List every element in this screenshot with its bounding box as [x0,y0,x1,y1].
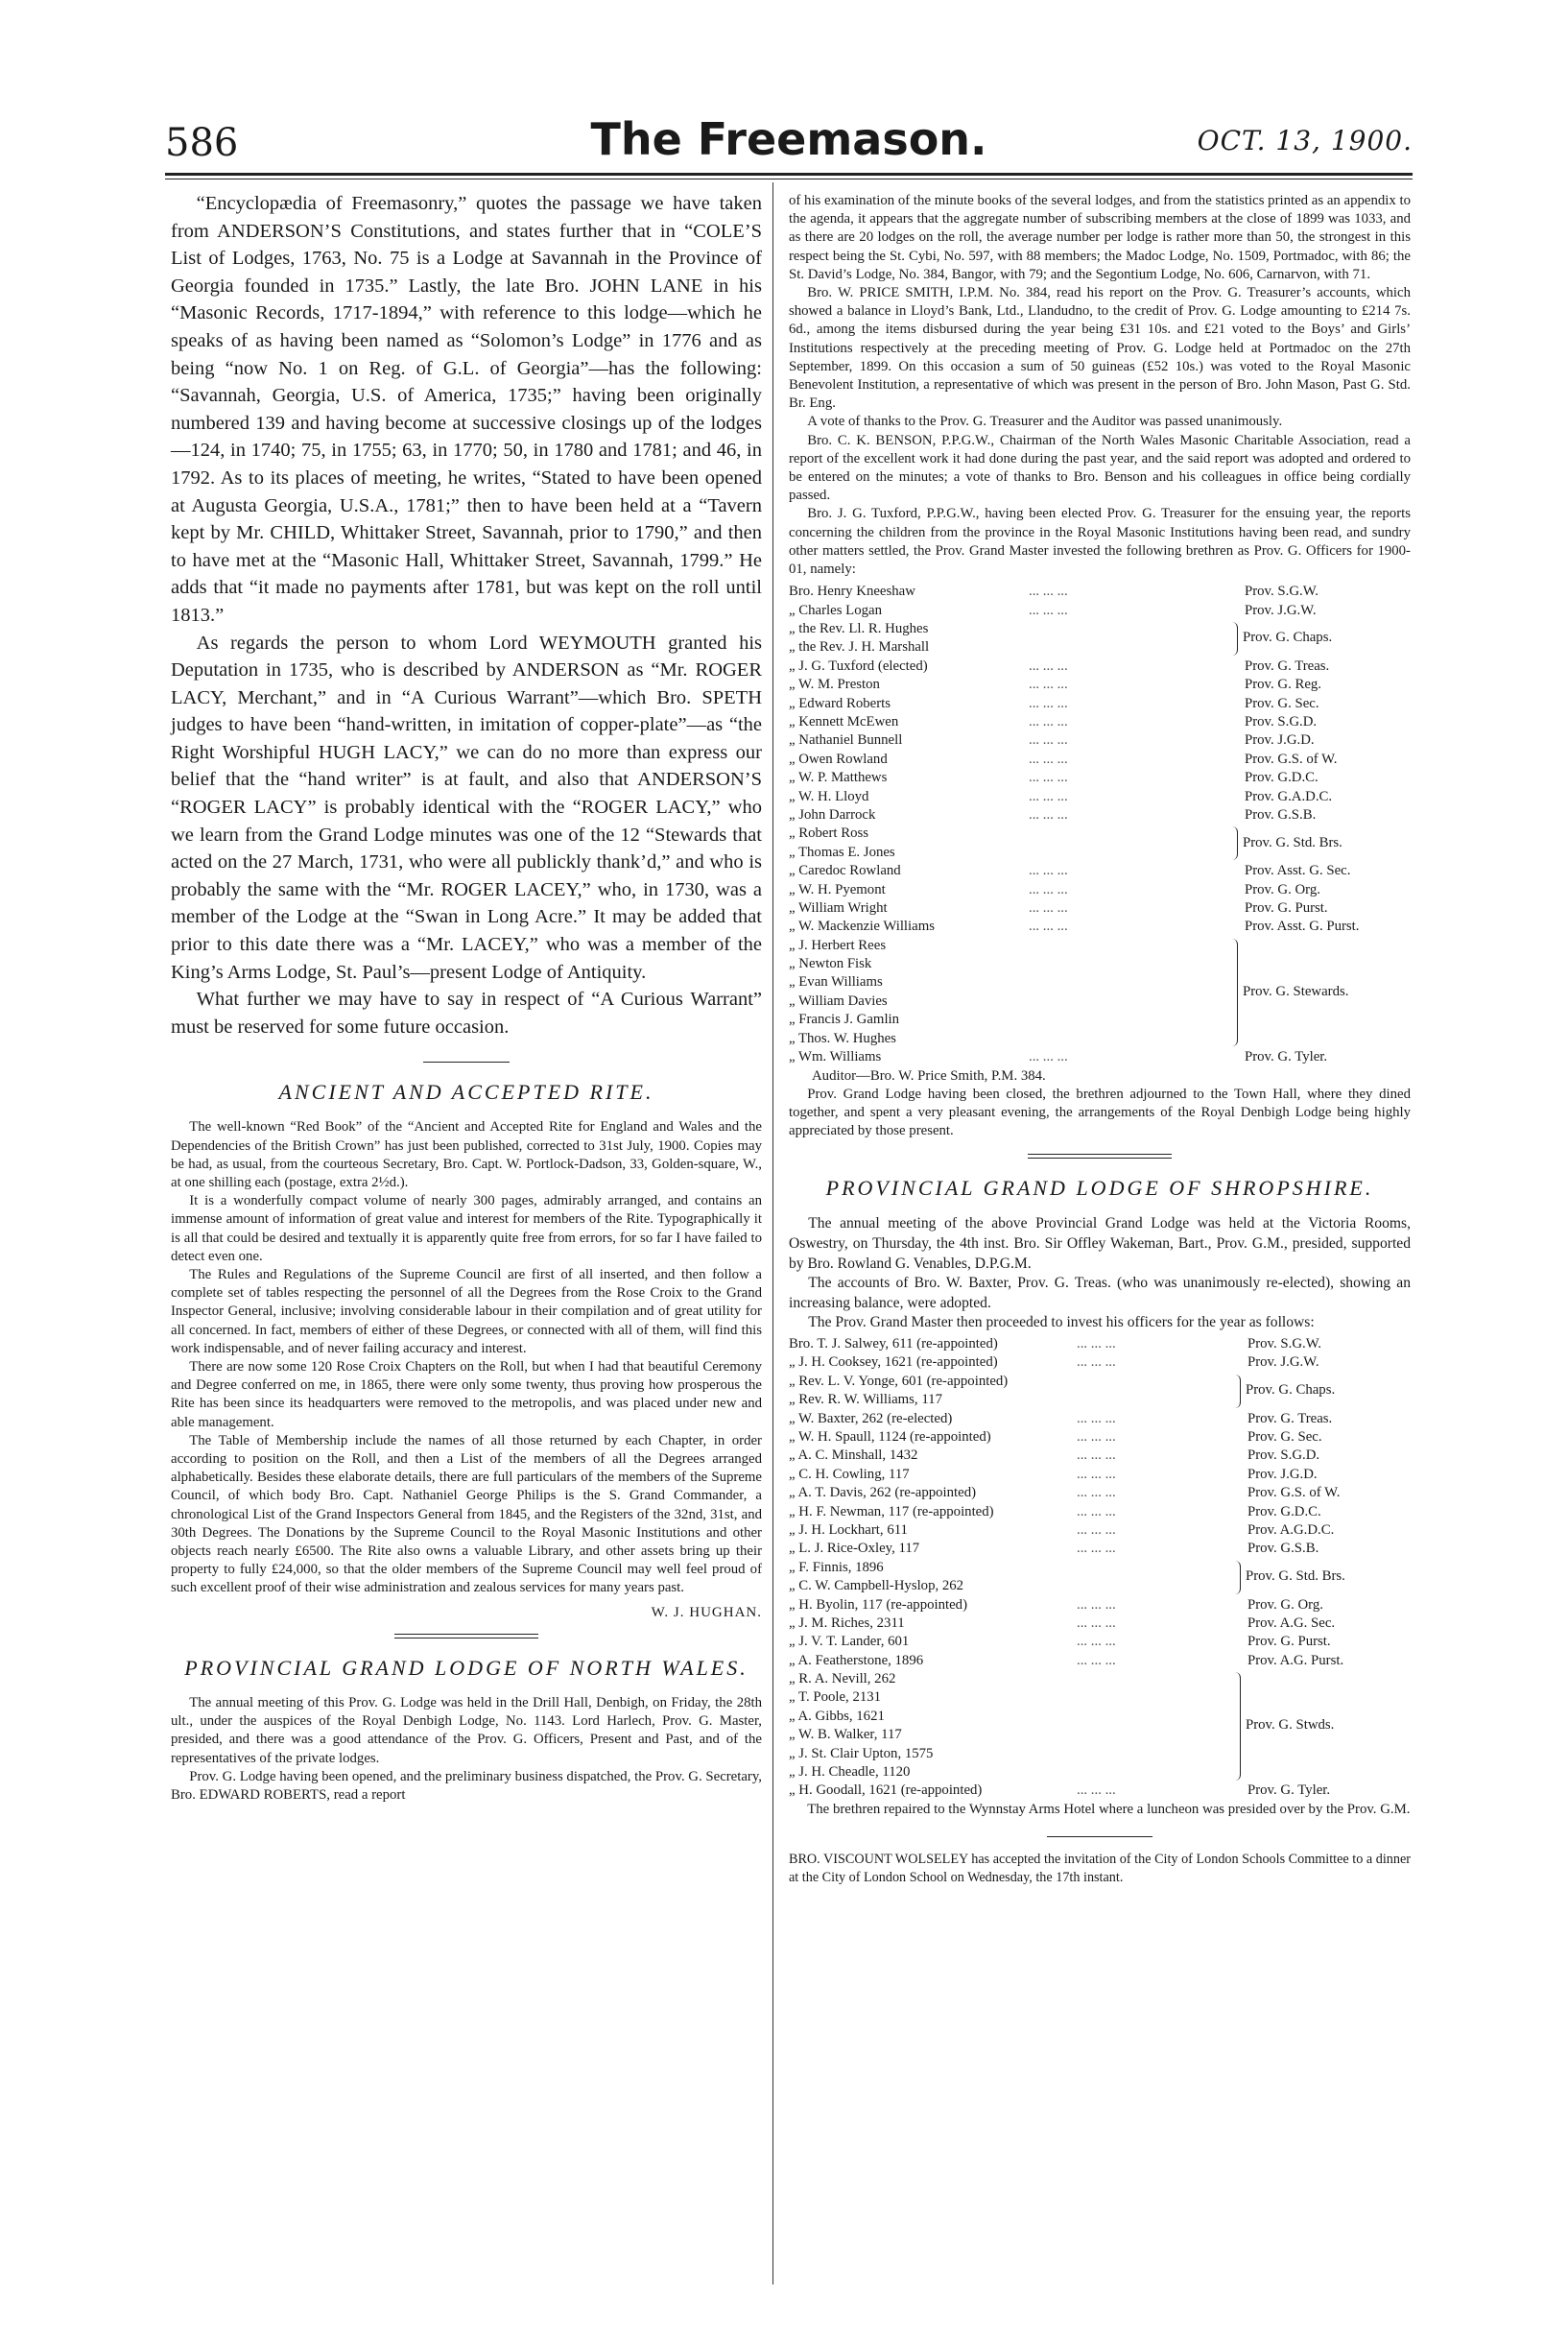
officer-office: Prov. J.G.W. [1245,602,1317,618]
brace-bracket [1229,622,1238,656]
officer-name: „ Thos. W. Hughes [789,1030,896,1046]
leader-dots: ... ... ... [1077,1428,1116,1445]
officer-office: Prov. A.G. Purst. [1247,1652,1344,1668]
officer-name: „ A. T. Davis, 262 (re-appointed) [789,1485,977,1501]
article-paragraph: The Rules and Regulations of the Supreme Council are first of all inserted, and then follow a complete set of tables respecting the personnel of all the Degrees from the Rose Croix to the Grand Inspector General, inclusive; involving considerable labour in their compilation and of great utility for all concerned. In fact, members of either of these Degrees, or connected with all of them, will find this work indispensable, and of never failing accuracy and interest. [171,1267,762,1356]
officer-name: „ L. J. Rice-Oxley, 117 [789,1541,920,1557]
rite-heading: ANCIENT AND ACCEPTED RITE. [278,1080,654,1105]
officer-name: „ Kennett McEwen [789,714,899,730]
leader-dots: ... ... ... [1029,770,1068,786]
officer-row [789,1447,1411,1465]
officer-name: „ Rev. L. V. Yonge, 601 (re-appointed) [789,1373,1009,1389]
brace-label: Prov. G. Chaps. [1246,1382,1336,1399]
officer-name: „ J. H. Cheadle, 1120 [789,1764,911,1781]
officer-row [789,1540,1411,1558]
officer-name: „ R. A. Nevill, 262 [789,1671,896,1687]
officer-row [789,658,1411,676]
article-paragraph: Bro. W. PRICE SMITH, I.P.M. No. 384, read his report on the Prov. G. Treasurer’s accounts, which showed a balance in Lloyd’s Bank, Ltd., Llandudno, to the credit of Prov. G. Lodge amounting to £214 7s. 6d., among the items disbursed during the year being £31 10s. and £21 voted to the Boys’ and Girls’ Institutions respectively at the preceding meeting of Prov. G. Lodge held at Portmadoc on the 27th September, 1899. On this occasion a sum of 50 guineas (£52 10s.) was voted to the Royal Masonic Benevolent Institution, a representative of which was present in the person of Bro. John Mason, Past G. Std. Br. Eng. [789,285,1411,412]
officer-name: „ T. Poole, 2131 [789,1689,882,1706]
section-divider [1028,1154,1172,1155]
shropshire-closing [789,1801,1411,1819]
officer-row [789,1652,1411,1670]
officer-row [789,602,1411,620]
officer-name: Bro. Henry Kneeshaw [789,584,915,600]
article-paragraph: Bro. J. G. Tuxford, P.P.G.W., having been elected Prov. G. Treasurer for the ensuing year, the reports concerning the children from the province in the Royal Masonic Institutions having been read, and sundry other matters settled, the Prov. Grand Master invested the following brethren as Prov. G. Officers for 1900-01, namely: [789,506,1411,578]
leader-dots: ... ... ... [1077,1521,1116,1538]
officer-name: „ John Darrock [789,806,876,823]
brace-label: Prov. G. Chaps. [1243,630,1333,646]
officer-name: „ A. C. Minshall, 1432 [789,1447,918,1464]
article-paragraph: of his examination of the minute books of the several lodges, and from the statistics printed as an appendix to the agenda, it appears that the aggregate number of subscribing members at the close of 1899 was 1033, and as there are 20 lodges on the roll, the average number per lodge is rather more than 50, the strongest in this respect being the St. Cybi, No. 597, with 88 members; the Madoc Lodge, No. 1509, Portmadoc, with 86; the St. David’s Lodge, No. 384, Bangor, with 79; and the Segontium Lodge, No. 606, Carnarvon, with 71. [789,193,1411,282]
officer-name: „ J. Herbert Rees [789,937,887,953]
note-text: BRO. VISCOUNT WOLSELEY has accepted the invitation of the City of London Schools Committee to a dinner at the City of London School on Wednesday, the 17th instant. [789,1852,1411,1885]
leader-dots: ... ... ... [1077,1485,1116,1501]
article-paragraph: A vote of thanks to the Prov. G. Treasurer and the Auditor was passed unanimously. [807,414,1283,430]
article-paragraph: There are now some 120 Rose Croix Chapters on the Roll, but when I had that beautiful Ceremony and Degree conferred on me, in 1865, there were only some twenty, thus proving how prosperous the Rite has been since its headquarters were removed to the metropolis, and was placed under new and able management. [171,1359,762,1430]
brace-bracket [1229,939,1238,1046]
author-signature: W. J. HUGHAN. [651,1604,762,1620]
officer-name: „ Evan Williams [789,974,883,991]
officer-row [789,1466,1411,1484]
rite-article [171,1118,762,1621]
officer-name: „ J. G. Tuxford (elected) [789,658,928,674]
brace-label: Prov. G. Stewards. [1243,984,1349,1000]
officer-name: „ J. H. Cooksey, 1621 (re-appointed) [789,1354,998,1371]
officer-office: Prov. G.S.B. [1247,1541,1319,1557]
officer-name: „ Rev. R. W. Williams, 117 [789,1392,942,1408]
officer-office: Prov. J.G.D. [1247,1466,1318,1482]
leader-dots: ... ... ... [1077,1354,1116,1371]
leader-dots: ... ... ... [1077,1614,1116,1631]
leader-dots: ... ... ... [1029,584,1068,600]
officer-name: „ W. Mackenzie Williams [789,919,935,935]
officer-name: „ H. F. Newman, 117 (re-appointed) [789,1503,994,1519]
article-paragraph: It is a wonderfully compact volume of nearly 300 pages, admirably arranged, and contains an immense amount of information of great value and interest for members of the Rite. Typographically it is all that could be desired and textually it is apparently quite free from errors, for so far I have failed to detect even one. [171,1193,762,1264]
leader-dots: ... ... ... [1029,732,1068,749]
wolseley-note [789,1851,1411,1886]
section-divider [1047,1836,1152,1837]
brace-bracket [1229,826,1238,860]
article-paragraph: The brethren repaired to the Wynnstay Arms Hotel where a luncheon was presided over by the Prov. G.M. [807,1802,1411,1818]
officer-office: Prov. G. Org. [1247,1596,1323,1613]
shropshire-heading: PROVINCIAL GRAND LODGE OF SHROPSHIRE. [825,1176,1374,1201]
officer-office: Prov. G. Org. [1245,881,1320,897]
brace-bracket [1232,1672,1241,1780]
north-wales-article-continued [789,192,1411,579]
page-number: 586 [165,121,239,165]
officer-name: „ Robert Ross [789,825,869,842]
officer-row [789,583,1411,601]
officer-name: „ J. H. Lockhart, 611 [789,1521,908,1538]
officer-row [789,1030,1411,1048]
officer-row [789,1428,1411,1447]
article-paragraph: The annual meeting of this Prov. G. Lodge was held in the Drill Hall, Denbigh, on Friday, the 28th ult., under the auspices of the Royal Denbigh Lodge, No. 1143. Lord Harlech, Prov. G. Master, presided, and there was a good attendance of the Prov. G. Officers, Present and Past, and of the representatives of the private lodges. [171,1694,762,1766]
officer-office: Prov. S.G.D. [1247,1447,1320,1464]
officer-row [789,751,1411,769]
brace-bracket [1232,1561,1241,1594]
officer-name: „ W. Baxter, 262 (re-elected) [789,1410,953,1426]
officer-office: Prov. G. Purst. [1247,1634,1331,1650]
leader-dots: ... ... ... [1077,1782,1116,1799]
masthead-title: The Freemason. [590,113,987,165]
north-wales-article-start [171,1694,762,1805]
officer-name: „ H. Goodall, 1621 (re-appointed) [789,1782,983,1799]
leader-dots: ... ... ... [1029,919,1068,935]
officer-name: „ the Rev. Ll. R. Hughes [789,621,929,637]
officer-row [789,1633,1411,1651]
north-wales-closing [789,1067,1411,1141]
officer-name: „ Owen Rowland [789,751,888,767]
officer-office: Prov. G. Sec. [1247,1428,1322,1445]
leader-dots: ... ... ... [1077,1410,1116,1426]
officer-row [789,1335,1411,1353]
officer-name: „ A. Gibbs, 1621 [789,1708,885,1724]
officer-name: „ J. V. T. Lander, 601 [789,1634,910,1650]
leader-dots: ... ... ... [1029,695,1068,711]
officer-row [789,1048,1411,1066]
leader-dots: ... ... ... [1077,1634,1116,1650]
officer-name: Bro. T. J. Salwey, 611 (re-appointed) [789,1336,998,1352]
officer-office: Prov. S.G.W. [1245,584,1319,600]
officer-name: „ Nathaniel Bunnell [789,732,903,749]
brace-label: Prov. G. Std. Brs. [1243,834,1342,850]
officer-name: „ Charles Logan [789,602,882,618]
officer-office: Prov. G. Treas. [1247,1410,1333,1426]
leader-dots: ... ... ... [1077,1503,1116,1519]
header-rule-thick [165,173,1413,176]
issue-date: OCT. 13, 1900. [1197,125,1413,156]
officer-name: „ Caredoc Rowland [789,863,901,879]
leader-dots: ... ... ... [1029,863,1068,879]
officer-row [789,937,1411,955]
section-divider [394,1634,538,1635]
leader-dots: ... ... ... [1029,1049,1068,1065]
leader-dots: ... ... ... [1077,1336,1116,1352]
officer-row [789,1763,1411,1782]
auditor-line: Auditor—Bro. W. Price Smith, P.M. 384. [812,1067,1046,1084]
officer-row [789,1353,1411,1372]
article-paragraph: The well-known “Red Book” of the “Ancient and Accepted Rite for England and Wales and the Dependencies of the British Crown” has just been published, corrected to 31st July, 1900. Copies may be had, as usual, from the courteous Secretary, Bro. Capt. W. Portlock-Dadson, 33, Golden-square, W., at one shilling each (postage, extra 2½d.). [171,1119,762,1191]
shropshire-officer-list [789,1335,1411,1801]
officer-office: Prov. A.G. Sec. [1247,1614,1336,1631]
north-wales-officer-list [789,583,1411,1066]
officer-name: „ W. B. Walker, 117 [789,1727,902,1743]
article-paragraph: “Encyclopædia of Freemasonry,” quotes the passage we have taken from ANDERSON’S Constitutions, and states further that in “COLE’S List of Lodges, 1763, No. 75 is a Lodge at Savannah in the Province of Georgia founded in 1735.” Lastly, the late Bro. JOHN LANE in his “Masonic Records, 1717-1894,” with reference to this lodge—which he speaks of as having been named as “Solomon’s Lodge” in 1776 and as being “now No. 1 on Reg. of G.L. of Georgia”—has the following: “Savannah, Georgia, U.S. of America, 1735;” having been originally numbered 139 and having become at successive closings up of the lodges—124, in 1740; 75, in 1755; 63, in 1770; 50, in 1780 and 1781; and 46, in 1792. As to its places of meeting, he writes, “Stated to have been opened at Augusta Georgia, U.S.A., 1781;” then to have been held at a “Tavern kept by Mr. CHILD, Whittaker Street, Savannah, prior to 1790,” and then to have met at the “Masonic Hall, Whittaker Street, Savannah, 1799.” He adds that “it made no payments after 1781, but was kept on the roll until 1813.” [171,193,762,626]
brace-bracket [1232,1375,1241,1408]
leader-dots: ... ... ... [1029,658,1068,674]
officer-office: Prov. G.D.C. [1247,1503,1321,1519]
leader-dots: ... ... ... [1029,602,1068,618]
officer-office: Prov. G. Reg. [1245,677,1322,693]
officer-name: „ W. H. Spaull, 1124 (re-appointed) [789,1428,991,1445]
officer-office: Prov. G. Tyler. [1247,1782,1331,1799]
officer-office: Prov. G. Tyler. [1245,1049,1328,1065]
leader-dots: ... ... ... [1029,751,1068,767]
officer-office: Prov. J.G.W. [1247,1354,1319,1371]
column-separator [772,182,773,2284]
leader-dots: ... ... ... [1077,1541,1116,1557]
officer-name: „ C. W. Campbell-Hyslop, 262 [789,1578,964,1594]
officer-row [789,788,1411,806]
officer-name: „ A. Featherstone, 1896 [789,1652,924,1668]
officer-name: „ J. St. Clair Upton, 1575 [789,1745,934,1761]
officer-name: „ W. P. Matthews [789,770,888,786]
leader-dots: ... ... ... [1077,1447,1116,1464]
officer-row [789,769,1411,787]
officer-name: „ William Davies [789,993,888,1009]
north-wales-heading: PROVINCIAL GRAND LODGE OF NORTH WALES. [184,1655,748,1680]
officer-row [789,1745,1411,1763]
article-paragraph: The Prov. Grand Master then proceeded to invest his officers for the year as follows: [808,1314,1315,1331]
officer-row [789,1688,1411,1707]
leader-dots: ... ... ... [1029,899,1068,916]
officer-office: Prov. Asst. G. Sec. [1245,863,1351,879]
officer-row [789,1484,1411,1502]
officer-row [789,1410,1411,1428]
brace-label: Prov. G. Std. Brs. [1246,1568,1345,1585]
officer-row [789,731,1411,750]
officer-row [789,1670,1411,1688]
page-header [165,113,1413,163]
officer-row [789,881,1411,899]
officer-row [789,899,1411,918]
officer-office: Prov. Asst. G. Purst. [1245,919,1360,935]
officer-row [789,676,1411,694]
officer-row [789,695,1411,713]
officer-name: „ Edward Roberts [789,695,891,711]
officer-name: „ the Rev. J. H. Marshall [789,639,930,656]
officer-name: „ Thomas E. Jones [789,844,895,860]
officer-row [789,1011,1411,1029]
article-paragraph: What further we may have to say in respect of “A Curious Warrant” must be reserved for some future occasion. [171,989,762,1038]
officer-name: „ J. M. Riches, 2311 [789,1614,905,1631]
officer-name: „ Wm. Williams [789,1049,882,1065]
officer-row [789,806,1411,825]
leader-dots: ... ... ... [1077,1652,1116,1668]
officer-row [789,1596,1411,1614]
left-column [171,190,762,1805]
officer-office: Prov. S.G.W. [1247,1336,1322,1352]
officer-office: Prov. G. Treas. [1245,658,1330,674]
officer-name: „ Francis J. Gamlin [789,1012,900,1028]
article-paragraph: The Table of Membership include the names of all those returned by each Chapter, in order according to position on the Roll, and then a List of the members of all the Degrees arranged alphabetically. Besides these elaborate details, there are full particulars of the members of the Supreme Council, of which body Bro. Capt. Nathaniel George Philips is the S. Grand Commander, a chronological List of the Grand Inspectors General from 1845, and the Registers of the 32nd, 31st, and 30th Degrees. The Donations by the Supreme Council to the Royal Masonic Institutions and other objects reach nearly £6500. The Rite also owns a valuable Library, and other assets bring up their property to fully £24,000, so that the older members of the Supreme Council may well feel proud of such excellent proof of their wise administration and zealous services for many years past. [171,1432,762,1596]
officer-name: „ W. H. Lloyd [789,788,869,804]
officer-office: Prov. G.S.B. [1245,806,1317,823]
leader-dots: ... ... ... [1029,677,1068,693]
shropshire-article [789,1214,1411,1333]
officer-row [789,1782,1411,1800]
right-column [789,192,1411,1886]
officer-name: „ W. M. Preston [789,677,880,693]
officer-name: „ William Wright [789,899,888,916]
leader-dots: ... ... ... [1029,806,1068,823]
officer-row [789,918,1411,936]
officer-row [789,1503,1411,1521]
officer-row [789,1521,1411,1540]
warrant-article [171,190,762,1040]
leader-dots: ... ... ... [1077,1596,1116,1613]
officer-row [789,955,1411,973]
leader-dots: ... ... ... [1077,1466,1116,1482]
officer-office: Prov. G.S. of W. [1247,1485,1341,1501]
officer-name: „ Newton Fisk [789,956,872,972]
officer-name: „ F. Finnis, 1896 [789,1559,884,1575]
officer-office: Prov. S.G.D. [1245,714,1318,730]
officer-row [789,713,1411,731]
officer-name: „ W. H. Pyemont [789,881,886,897]
officer-office: Prov. G. Sec. [1245,695,1319,711]
officer-name: „ H. Byolin, 117 (re-appointed) [789,1596,968,1613]
officer-office: Prov. J.G.D. [1245,732,1315,749]
article-paragraph: The accounts of Bro. W. Baxter, Prov. G. Treas. (who was unanimously re-elected), showing an increasing balance, were adopted. [789,1275,1411,1311]
leader-dots: ... ... ... [1029,881,1068,897]
officer-office: Prov. G.D.C. [1245,770,1319,786]
officer-office: Prov. A.G.D.C. [1247,1521,1335,1538]
article-paragraph: As regards the person to whom Lord WEYMOUTH granted his Deputation in 1735, who is described by ANDERSON as “Mr. ROGER LACY, Merchant,” and in “A Curious Warrant”—which Bro. SPETH judges to have been “hand-written, in imitation of copper-plate”—as “the Right Worshipful HUGH LACY,” we can do no more than express our belief that the “hand writer” is at fault, and also that ANDERSON’S “ROGER LACY” is probably identical with the “ROGER LACY,” who we learn from the Grand Lodge minutes was one of the 12 “Stewards that acted on the 27 March, 1731, who were all publickly thank’d,” and who is probably the same with the “Mr. ROGER LACEY,” who, in 1730, was a member of the Lodge at the “Swan in Long Acre.” It may be added that prior to this date there was a “Mr. LACEY,” who was a member of the King’s Arms Lodge, St. Paul’s—present Lodge of Antiquity. [171,632,762,983]
article-paragraph: Prov. G. Lodge having been opened, and the preliminary business dispatched, the Prov. G. Secretary, Bro. EDWARD ROBERTS, read a report [171,1768,762,1803]
officer-row [789,862,1411,880]
officer-name: „ C. H. Cowling, 117 [789,1466,910,1482]
leader-dots: ... ... ... [1029,714,1068,730]
officer-office: Prov. G. Purst. [1245,899,1328,916]
brace-label: Prov. G. Stwds. [1246,1717,1335,1734]
article-paragraph: The annual meeting of the above Provincial Grand Lodge was held at the Victoria Rooms, Oswestry, on Thursday, the 4th inst. Bro. Sir Offley Wakeman, Bart., Prov. G.M., presided, supported by Bro. Rowland G. Venables, D.P.G.M. [789,1215,1411,1272]
leader-dots: ... ... ... [1029,788,1068,804]
section-divider [423,1062,510,1063]
article-paragraph: Bro. C. K. BENSON, P.P.G.W., Chairman of the North Wales Masonic Charitable Association, read a report of the excellent work it had done during the past year, and the said report was adopted and ordered to be entered on the minutes; a vote of thanks to Bro. Benson and his colleagues in office being cordially passed. [789,432,1411,504]
officer-row [789,1614,1411,1633]
officer-office: Prov. G.A.D.C. [1245,788,1333,804]
article-paragraph: Prov. Grand Lodge having been closed, the brethren adjourned to the Town Hall, where they dined together, and spent a very pleasant evening, the arrangements of the Royal Denbigh Lodge being highly appreciated by those present. [789,1086,1411,1139]
officer-office: Prov. G.S. of W. [1245,751,1338,767]
section-divider [1028,1158,1172,1159]
